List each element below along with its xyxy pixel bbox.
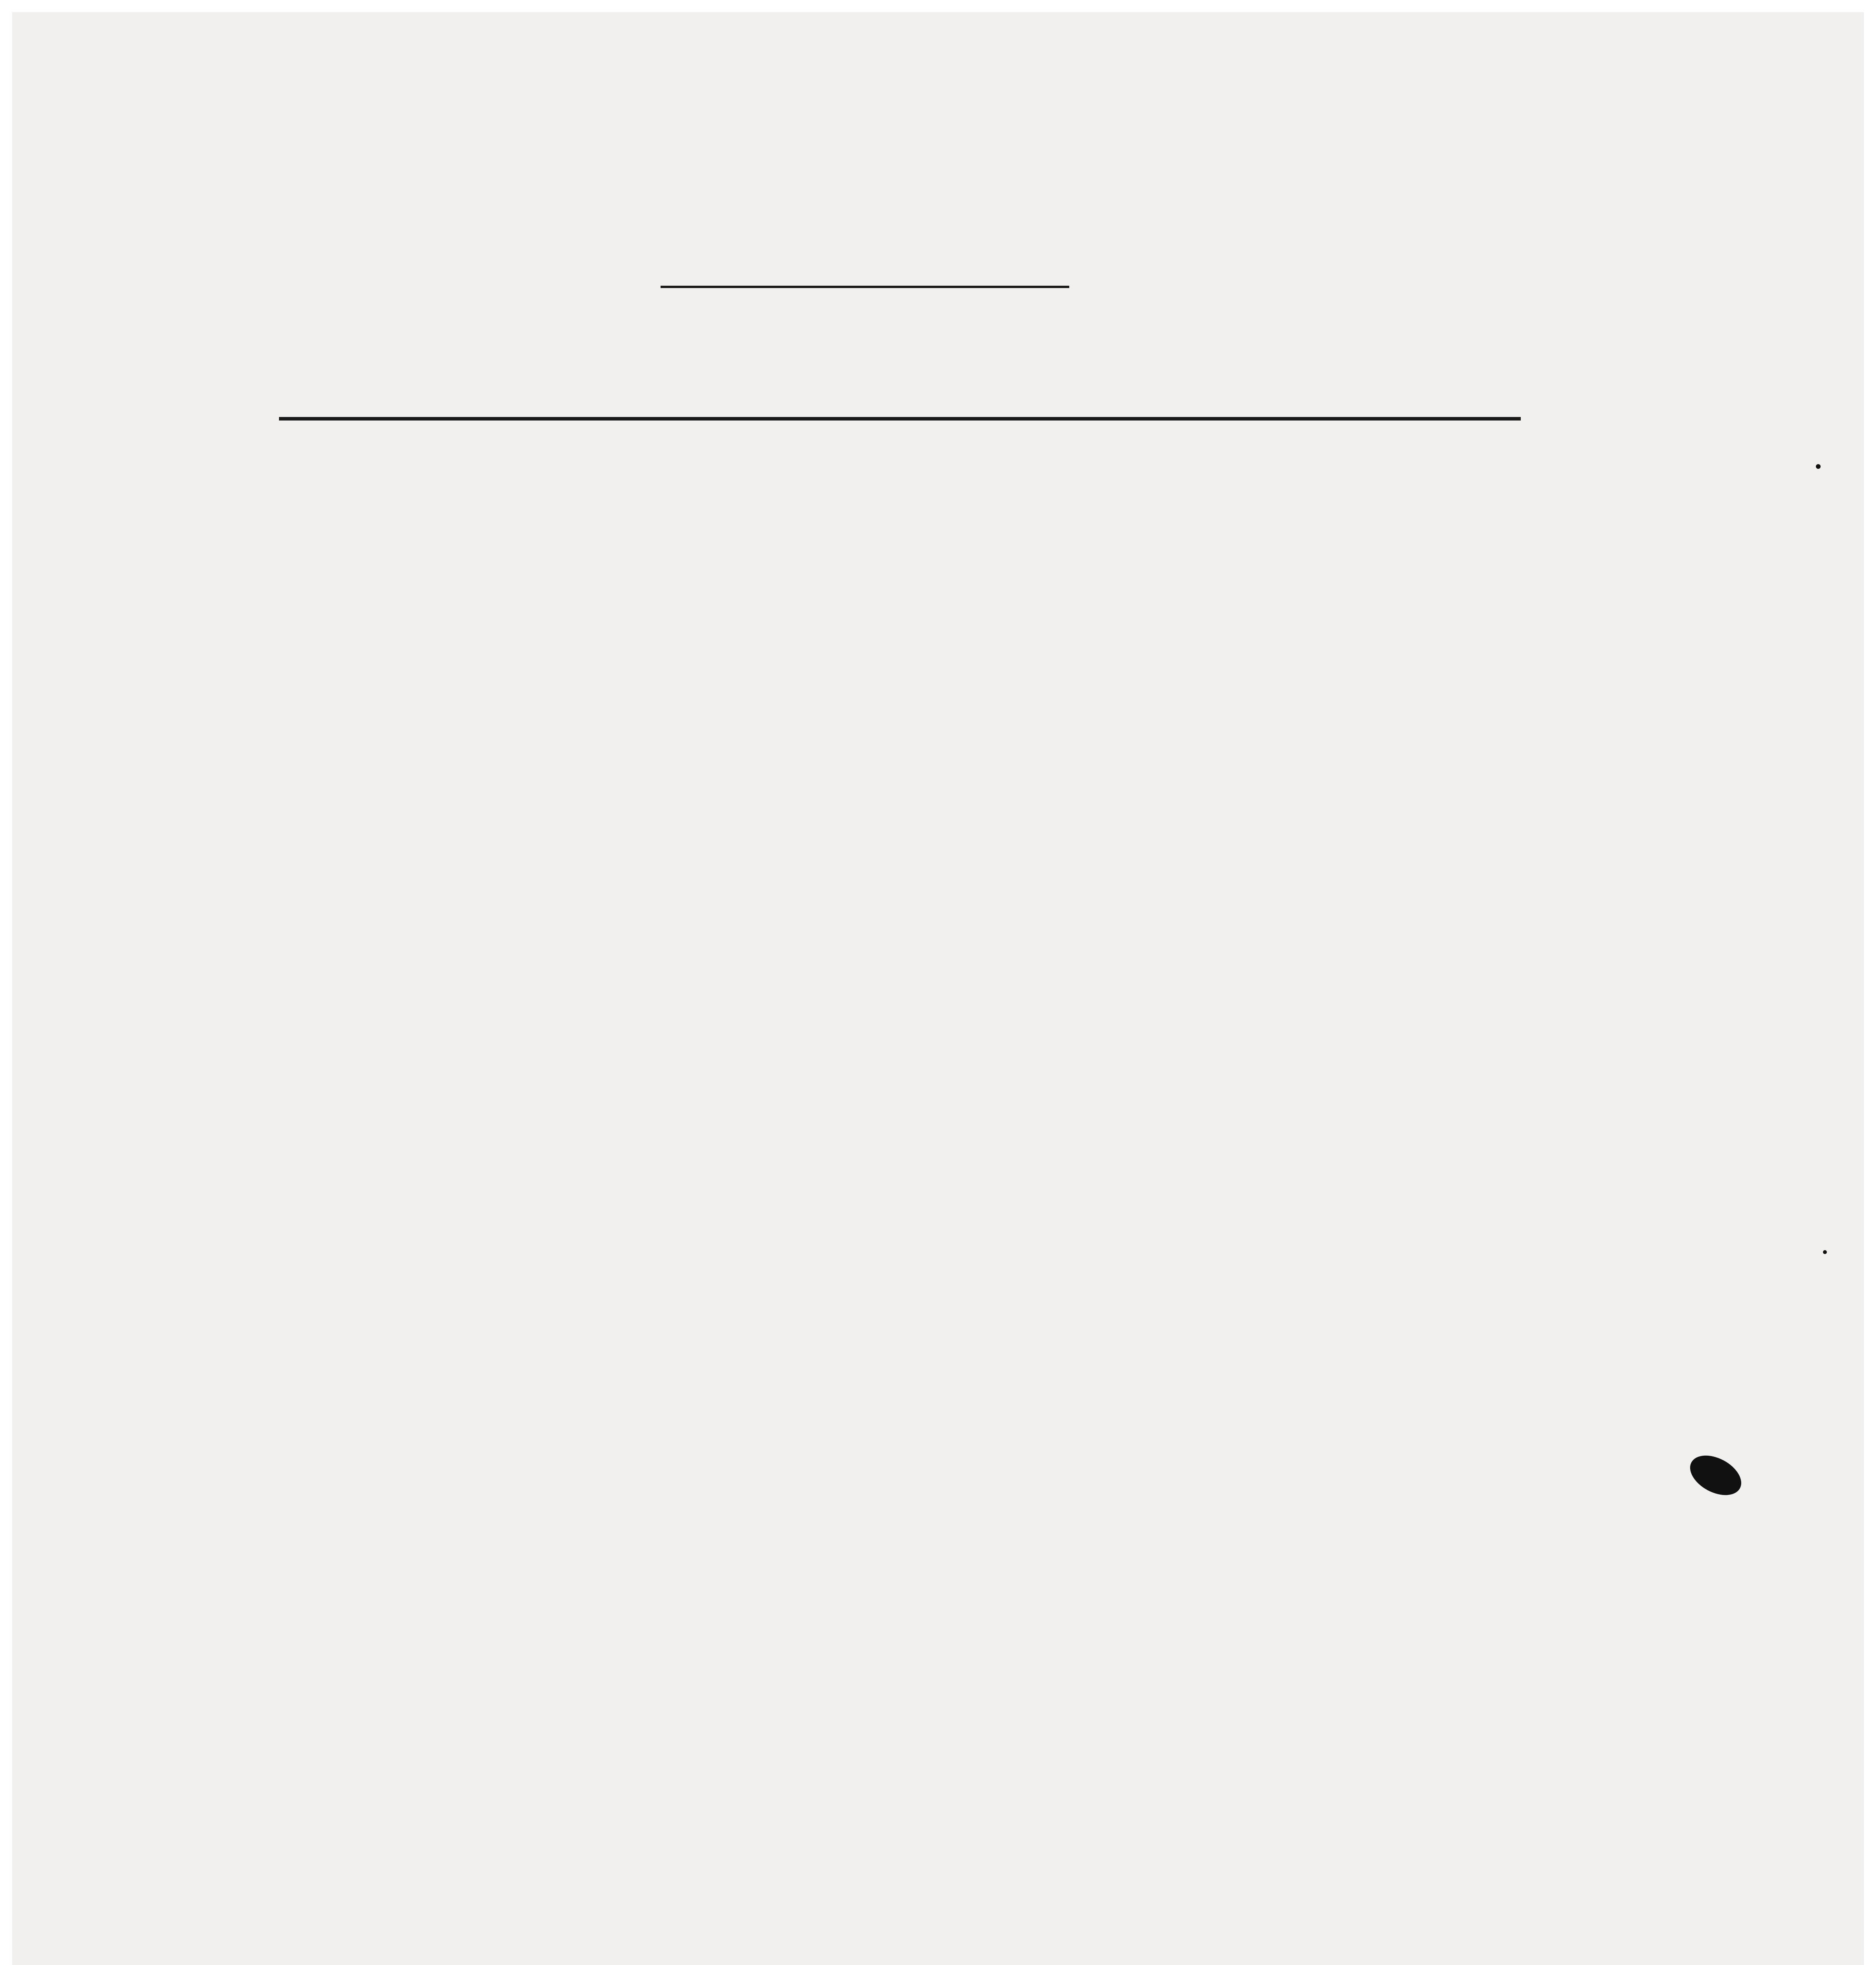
table-header-rule [279, 417, 1521, 421]
group-header-underline [661, 286, 1069, 288]
document-page [12, 12, 1864, 1965]
ink-blot [1683, 1447, 1748, 1503]
ink-speck [1823, 1250, 1827, 1254]
ink-speck [1816, 464, 1821, 469]
